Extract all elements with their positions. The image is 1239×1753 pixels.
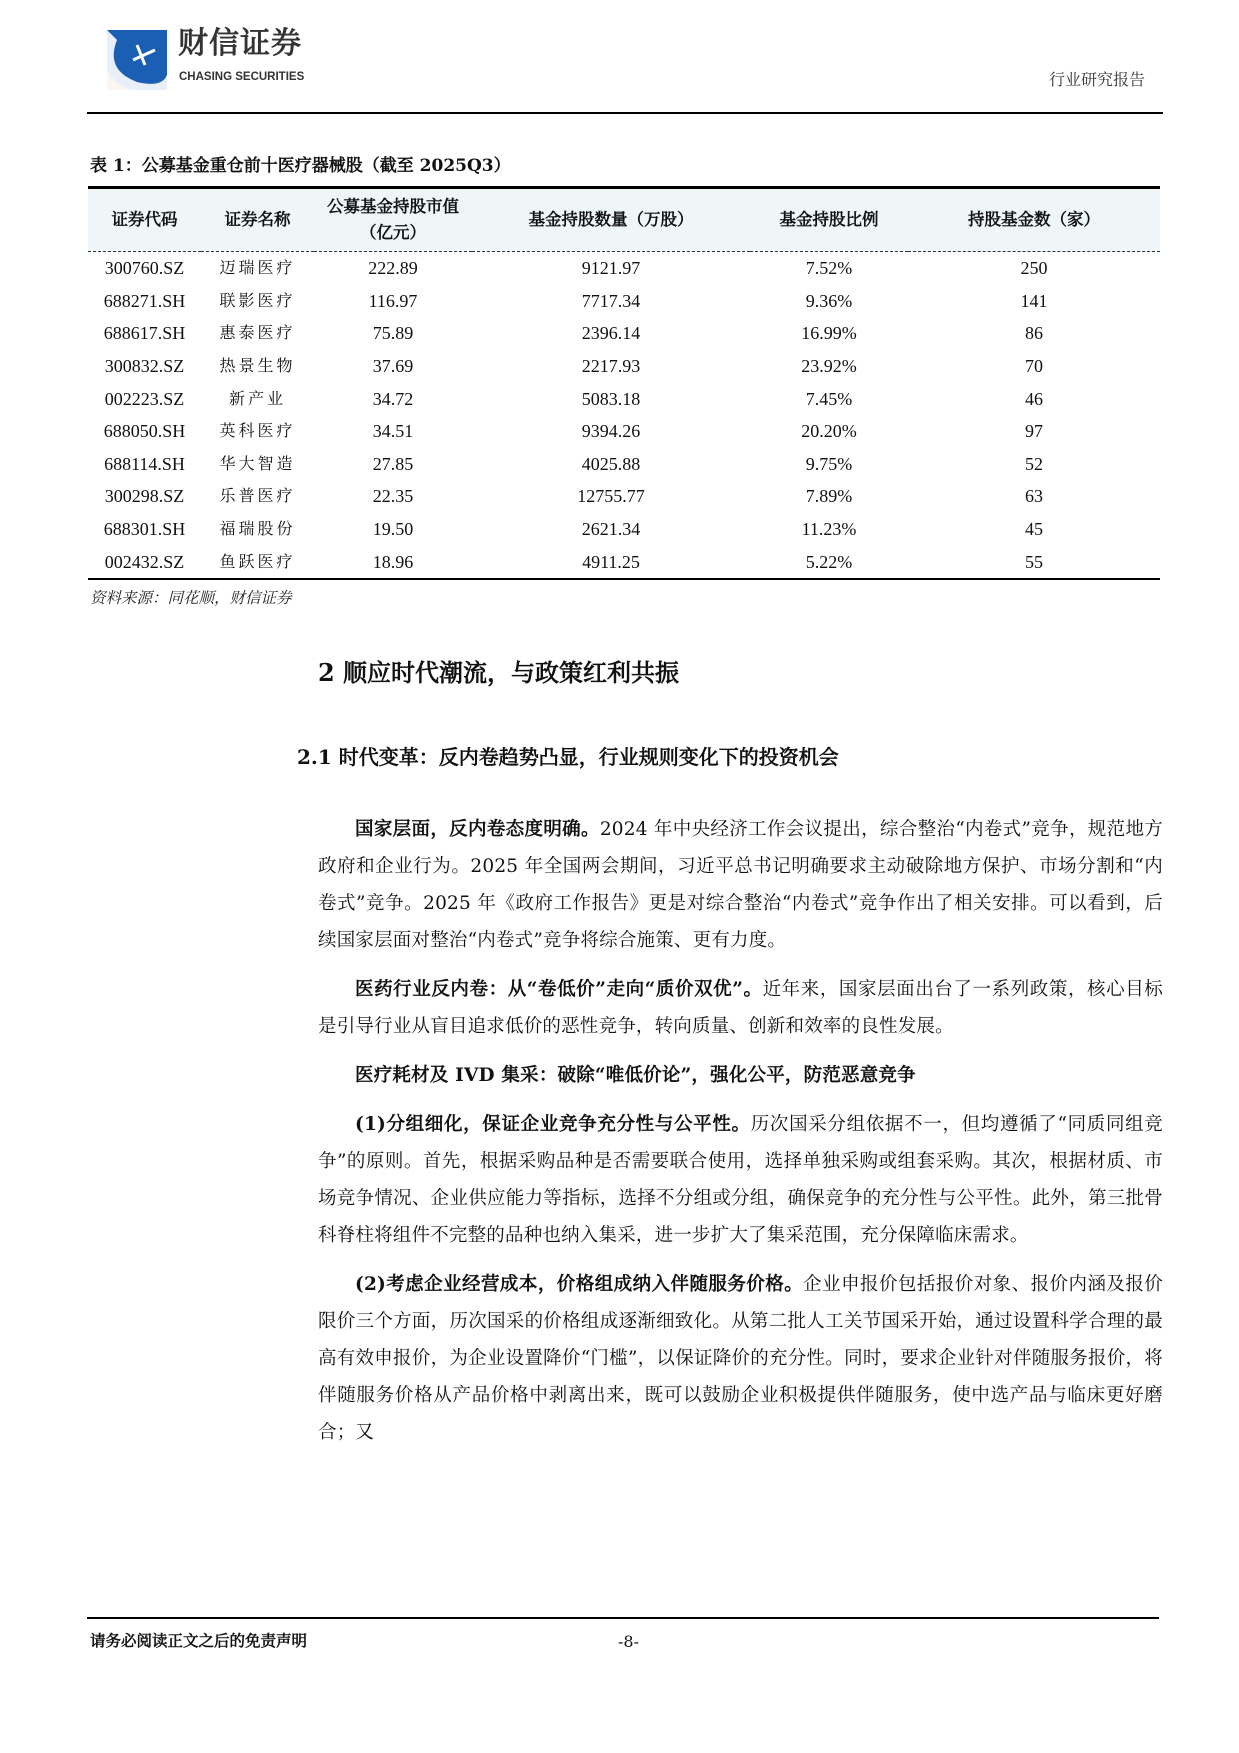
table-cell: 7.89% — [805, 486, 853, 507]
table-row — [88, 285, 1160, 318]
table-cell: 9.75% — [805, 453, 853, 474]
table-cell: 4911.25 — [472, 545, 750, 579]
table-cell: 华大智造 — [219, 453, 296, 473]
table-row — [88, 350, 1160, 383]
logo-text-en: CHASING SECURITIES — [179, 71, 305, 83]
table-row — [88, 513, 1160, 546]
table-cell: 20.20% — [801, 421, 857, 442]
table-row — [88, 545, 1160, 579]
table-cell: 002223.SZ — [104, 388, 185, 409]
paragraph-lead: 国家层面，反内卷态度明确。 — [355, 819, 600, 840]
table-cell: 7.45% — [805, 388, 853, 409]
body-text — [318, 811, 1163, 1463]
header-divider — [87, 112, 1163, 114]
table-cell: 34.72 — [372, 388, 414, 409]
table-row — [88, 448, 1160, 481]
paragraph-lead: 医疗耗材及 IVD 集采：破除“唯低价论”，强化公平，防范恶意竞争 — [355, 1065, 916, 1086]
table-cell: 688050.SH — [103, 421, 186, 442]
paragraph-text: 近年来，国家层面出台了一系列政策，核心目标是引导行业从盲目追求低价的恶性竞争，转向质量、创新和效率的良性发展。 — [318, 979, 1163, 1037]
table-cell: 热景生物 — [219, 356, 296, 376]
table-cell: 22.35 — [372, 486, 414, 507]
company-logo-icon — [107, 30, 167, 90]
table-cell: 7.52% — [805, 258, 853, 279]
table-cell: 141 — [1020, 290, 1048, 311]
table-cell: 9.36% — [805, 290, 853, 311]
paragraph — [318, 1106, 1163, 1254]
table-title: 表 1：公募基金重仓前十医疗器械股（截至 2025Q3） — [90, 156, 511, 176]
table-cell: 37.69 — [372, 356, 414, 377]
table-cell: 300298.SZ — [104, 486, 185, 507]
table-cell: 2396.14 — [581, 323, 641, 344]
paragraph-text: 2024 年中央经济工作会议提出，综合整治“内卷式”竞争，规范地方政府和企业行为。2025 年全国两会期间，习近平总书记明确要求主动破除地方保护、市场分割和“内卷式”竞争。2025 年《政府工作报告》更是对综合整治“内卷式”竞争作出了相关安排。可以看到，后续国家层面对整治“内卷式”竞争将综合施策、更有力度。 — [318, 819, 1163, 951]
table-cell: 688617.SH — [103, 323, 186, 344]
paragraph-lead: (1)分组细化，保证企业竞争充分性与公平性。 — [355, 1114, 751, 1135]
paragraph — [318, 971, 1163, 1045]
table-cell: 688301.SH — [103, 519, 186, 540]
paragraph — [318, 1266, 1163, 1451]
table-cell: 惠泰医疗 — [219, 323, 296, 343]
table-cell: 2621.34 — [581, 519, 641, 540]
paragraph-lead: 医药行业反内卷：从“卷低价”走向“质价双优”。 — [355, 979, 763, 1000]
table-row — [88, 415, 1160, 448]
table-row — [88, 382, 1160, 415]
table-cell: 乐普医疗 — [219, 486, 296, 506]
table-cell: 5083.18 — [581, 388, 641, 409]
col-header: 证券代码 — [88, 188, 201, 252]
col-header: 持股基金数（家） — [908, 188, 1160, 252]
paragraph-lead: (2)考虑企业经营成本，价格组成纳入伴随服务价格。 — [355, 1274, 804, 1295]
paragraph-text: 企业申报价包括报价对象、报价内涵及报价限价三个方面，历次国采的价格组成逐渐细致化。从第二批人工关节国采开始，通过设置科学合理的最高有效申报价，为企业设置降价“门槛”，以保证降价的充分性。同时，要求企业针对伴随服务报价，将伴随服务价格从产品价格中剥离出来，既可以鼓励企业积极提供伴随服务，使中选产品与临床更好磨合；又 — [318, 1274, 1163, 1443]
table-cell: 116.97 — [368, 290, 418, 311]
table-cell: 97 — [1025, 421, 1043, 442]
col-header: 公募基金持股市值（亿元） — [314, 188, 472, 252]
table-cell: 鱼跃医疗 — [201, 545, 314, 579]
table-header-row — [88, 188, 1160, 252]
holdings-table — [88, 186, 1160, 580]
table-cell: 75.89 — [372, 323, 414, 344]
table-cell: 迈瑞医疗 — [219, 258, 296, 278]
table-cell: 12755.77 — [577, 486, 645, 507]
table-cell: 9394.26 — [581, 421, 641, 442]
table-cell: 2217.93 — [581, 356, 641, 377]
col-header: 基金持股数量（万股） — [472, 188, 750, 252]
col-header: 证券名称 — [201, 188, 314, 252]
section-heading: 2 顺应时代潮流，与政策红利共振 — [318, 658, 680, 687]
table-cell: 46 — [1025, 388, 1043, 409]
table-cell: 250 — [1020, 258, 1048, 279]
table-cell: 16.99% — [801, 323, 857, 344]
table-cell: 002432.SZ — [88, 545, 201, 579]
table-cell: 63 — [1025, 486, 1043, 507]
table-cell: 86 — [1025, 323, 1043, 344]
page-number: -8- — [618, 1632, 639, 1651]
table-row — [88, 317, 1160, 350]
table-cell: 688114.SH — [104, 453, 185, 474]
footer-disclaimer: 请务必阅读正文之后的免责声明 — [90, 1631, 308, 1650]
table-cell: 34.51 — [372, 421, 414, 442]
document-type: 行业研究报告 — [1048, 70, 1145, 89]
paragraph — [318, 811, 1163, 959]
paragraph — [318, 1057, 1163, 1094]
subsection-heading: 2.1 时代变革：反内卷趋势凸显，行业规则变化下的投资机会 — [297, 745, 839, 769]
table-cell: 688271.SH — [103, 290, 186, 311]
table-cell: 300760.SZ — [104, 258, 185, 279]
table-cell: 9121.97 — [581, 258, 641, 279]
table-source: 资料来源：同花顺，财信证券 — [90, 589, 292, 607]
table-cell: 222.89 — [368, 258, 418, 279]
table-cell: 70 — [1025, 356, 1043, 377]
table-cell: 27.85 — [372, 453, 414, 474]
table-cell: 新产业 — [228, 388, 286, 408]
footer-divider — [87, 1617, 1159, 1619]
table-cell: 11.23% — [801, 519, 857, 540]
table-cell: 19.50 — [372, 519, 414, 540]
table-cell: 23.92% — [801, 356, 857, 377]
paragraph-text: 历次国采分组依据不一，但均遵循了“同质同组竞争”的原则。首先，根据采购品种是否需要联合使用，选择单独采购或组套采购。其次，根据材质、市场竞争情况、企业供应能力等指标，选择不分组或分组，确保竞争的充分性与公平性。此外，第三批骨科脊柱将组件不完整的品种也纳入集采，进一步扩大了集采范围，充分保障临床需求。 — [318, 1114, 1163, 1246]
table-cell: 55 — [908, 545, 1160, 579]
table-cell: 联影医疗 — [219, 290, 296, 310]
table-cell: 52 — [1025, 453, 1043, 474]
table-cell: 4025.88 — [581, 453, 641, 474]
table-row — [88, 252, 1160, 285]
table-cell: 5.22% — [750, 545, 908, 579]
table-cell: 45 — [1025, 519, 1043, 540]
table-row — [88, 480, 1160, 513]
table-cell: 300832.SZ — [104, 356, 185, 377]
col-header: 基金持股比例 — [750, 188, 908, 252]
table-cell: 福瑞股份 — [219, 519, 296, 539]
table-cell: 18.96 — [314, 545, 472, 579]
table-cell: 英科医疗 — [219, 421, 296, 441]
logo-text-cn: 财信证券 — [178, 26, 302, 61]
table-cell: 7717.34 — [581, 290, 641, 311]
